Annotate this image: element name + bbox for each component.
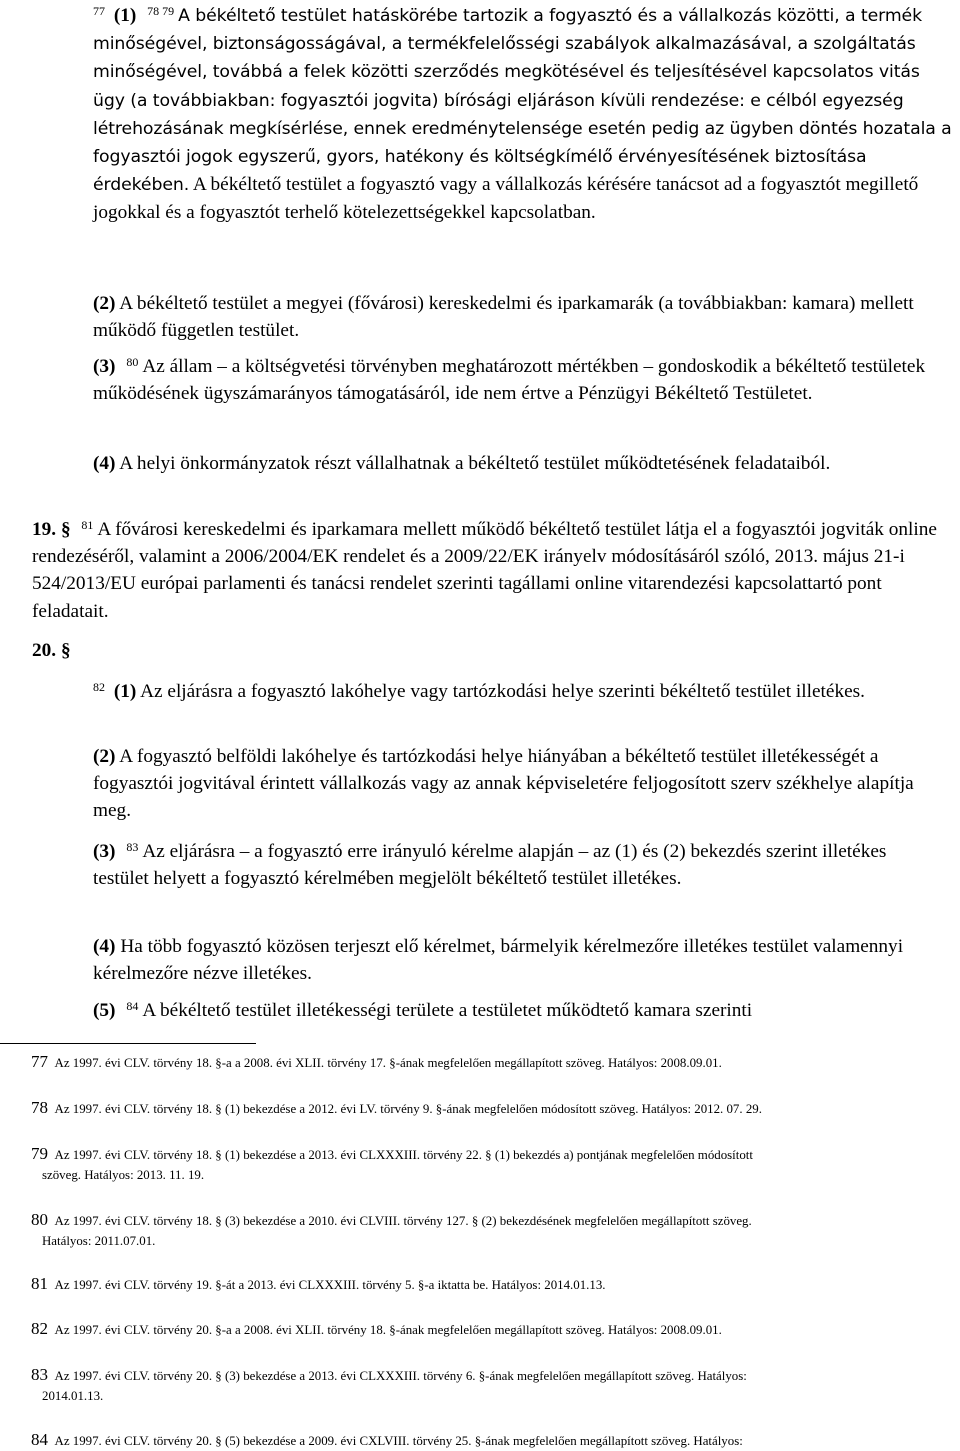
footnote-number: 81	[31, 1274, 48, 1293]
section-text: A fővárosi kereskedelmi és iparkamara mellett működő békéltető testület látja el a fogyasztói jogviták online rendezéséről, valamint a 2006/2004/EK rendelet és a 2009/22/EK irányelv módosításáról szóló, 2013. május 21-i 524/2013/EU európai parlamenti és tanácsi rendelet szerinti tagállami online vitarendezési kapcsolattartó pont feladatait.	[32, 519, 937, 622]
section-number: 19.	[32, 519, 57, 540]
footnote-ref-77[interactable]: 77	[93, 4, 105, 18]
paragraph-number: (2)	[93, 746, 116, 767]
footnote-text-continued: szöveg. Hatályos: 2013. 11. 19.	[42, 1168, 205, 1182]
footnote-number: 78	[31, 1098, 48, 1117]
paragraph-text: A békéltető testület illetékességi területe a testületet működtető kamara szerinti	[142, 1000, 753, 1021]
paragraph-1	[93, 2, 953, 227]
section-20-paragraph-1	[93, 678, 958, 705]
paragraph-4	[93, 450, 913, 477]
footnote-78	[31, 1098, 936, 1119]
footnote-77	[31, 1052, 936, 1073]
section-symbol: §	[60, 519, 71, 540]
footnote-number: 82	[31, 1319, 48, 1338]
footnote-number: 83	[31, 1365, 48, 1384]
footnote-number: 80	[31, 1210, 48, 1229]
footnote-ref-81[interactable]: 81	[81, 518, 94, 532]
footnote-text: Az 1997. évi CLV. törvény 18. § (3) bekezdése a 2010. évi CLVIII. törvény 127. § (2) bekezdésének megfelelően megállapított szöveg.	[54, 1214, 752, 1228]
footnote-separator	[0, 1043, 256, 1044]
paragraph-number: (5)	[93, 1000, 116, 1021]
paragraph-number: (1)	[113, 681, 137, 702]
footnote-text: Az 1997. évi CLV. törvény 20. §-a a 2008. évi XLII. törvény 18. §-ának megfelelően megállapított szöveg. Hatályos: 2008.09.01.	[54, 1323, 722, 1337]
footnote-ref-78-79[interactable]: 78 79	[147, 4, 175, 18]
footnote-text: Az 1997. évi CLV. törvény 20. § (3) bekezdése a 2013. évi CLXXXIII. törvény 6. §-ának megfelelően megállapított szöveg. Hatályos:	[54, 1369, 747, 1383]
paragraph-number: (3)	[93, 356, 116, 377]
paragraph-number: (3)	[93, 841, 116, 862]
section-number: 20.	[32, 640, 57, 661]
footnote-number: 84	[31, 1430, 48, 1449]
section-20-paragraph-2	[93, 743, 933, 825]
paragraph-number: (4)	[93, 453, 116, 474]
footnote-text-continued: Hatályos: 2011.07.01.	[42, 1234, 156, 1248]
footnote-text: Az 1997. évi CLV. törvény 18. §-a a 2008. évi XLII. törvény 17. §-ának megfelelően megállapított szöveg. Hatályos: 2008.09.01.	[54, 1056, 722, 1070]
paragraph-text: A békéltető testület a fogyasztó vagy a vállalkozás kérésére tanácsot ad a fogyasztót megillető jogokkal és a fogyasztót terhelő kötelezettségekkel kapcsolatban.	[93, 174, 919, 224]
footnote-81	[31, 1274, 936, 1295]
footnote-text: Az 1997. évi CLV. törvény 20. § (5) bekezdése a 2009. évi CXLVIII. törvény 25. §-ának megfelelően megállapított szöveg. Hatályos:	[54, 1434, 743, 1448]
footnote-text: Az 1997. évi CLV. törvény 19. §-át a 2013. évi CLXXXIII. törvény 5. §-a iktatta be. Hatályos: 2014.01.13.	[54, 1278, 606, 1292]
footnote-79	[31, 1144, 936, 1185]
paragraph-number: (4)	[93, 936, 116, 957]
section-20-heading	[32, 637, 232, 664]
footnote-number: 77	[31, 1052, 48, 1071]
paragraph-text: Az eljárásra a fogyasztó lakóhelye vagy tartózkodási helye szerinti békéltető testület illetékes.	[140, 681, 865, 702]
footnote-83	[31, 1365, 936, 1406]
footnote-ref-83[interactable]: 83	[126, 840, 139, 854]
footnote-ref-84[interactable]: 84	[126, 999, 139, 1013]
paragraph-text: A helyi önkormányzatok részt vállalhatnak a békéltető testület működtetésének feladataiból.	[119, 453, 831, 474]
footnote-ref-82[interactable]: 82	[93, 680, 105, 694]
paragraph-text: A békéltető testület a megyei (fővárosi) kereskedelmi és iparkamarák (a továbbiakban: kamara) mellett működő független testület.	[93, 293, 914, 342]
footnote-text: Az 1997. évi CLV. törvény 18. § (1) bekezdése a 2012. évi LV. törvény 9. §-ának megfelelően módosított szöveg. Hatályos: 2012. 07. 29.	[54, 1102, 762, 1116]
section-20-paragraph-5	[93, 997, 943, 1024]
footnote-82	[31, 1319, 936, 1340]
paragraph-number: (1)	[113, 5, 137, 26]
footnote-80	[31, 1210, 936, 1251]
paragraph-text-sans: A békéltető testület hatáskörébe tartozik a fogyasztó és a vállalkozás közötti, a termék minőségével, biztonságosságával, a termékfelelősségi szabályok alkalmazásával, a szolgáltatás minőségével, továbbá a felek közötti szerződés megkötésével és teljesítésével kapcsolatos vitás ügy (a továbbiakban: fogyasztói jogvita) bírósági eljáráson kívüli rendezése: e célból egyezség létrehozásának megkísérlése, ennek eredménytelensége esetén pedig az ügyben döntés hozatala a fogyasztói jogok egyszerű, gyors, hatékony és költségkímélő érvényesítésének biztosítása érdekében.	[93, 6, 952, 196]
paragraph-2	[93, 290, 955, 344]
footnote-text: Az 1997. évi CLV. törvény 18. § (1) bekezdése a 2013. évi CLXXXIII. törvény 22. § (1) bekezdés a) pontjának megfelelően módosított	[54, 1148, 753, 1162]
footnote-text-continued: 2014.01.13.	[42, 1389, 104, 1403]
footnote-number: 79	[31, 1144, 48, 1163]
section-20-paragraph-4	[93, 933, 923, 987]
paragraph-3	[93, 353, 938, 407]
footnote-84	[31, 1430, 936, 1451]
section-symbol: §	[60, 640, 71, 661]
paragraph-text: Ha több fogyasztó közösen terjeszt elő kérelmet, bármelyik kérelmezőre illetékes testület valamennyi kérelmezőre nézve illetékes.	[93, 936, 904, 985]
paragraph-text: Az eljárásra – a fogyasztó erre irányuló kérelme alapján – az (1) és (2) bekezdés szerint illetékes testület helyett a fogyasztó kérelmében megjelölt békéltető testület illetékes.	[93, 841, 887, 890]
footnote-ref-80[interactable]: 80	[126, 355, 139, 369]
paragraph-text: A fogyasztó belföldi lakóhelye és tartózkodási helye hiányában a békéltető testület illetékességét a fogyasztói jogvitával érintett vállalkozás vagy az annak képviseletére feljogosított szerv székhelye alapítja meg.	[93, 746, 914, 822]
section-19	[32, 516, 952, 625]
paragraph-text: Az állam – a költségvetési törvényben meghatározott mértékben – gondoskodik a békéltető testületek működésének ügyszámarányos támogatásáról, ide nem értve a Pénzügyi Békéltető Testületet.	[93, 356, 926, 405]
paragraph-number: (2)	[93, 293, 116, 314]
section-20-paragraph-3	[93, 838, 923, 892]
